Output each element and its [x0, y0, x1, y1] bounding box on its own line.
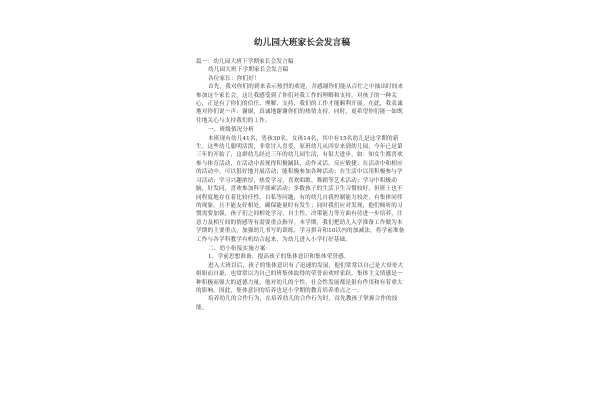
paragraph-cooperation: 培养幼儿的合作行为，在培养幼儿的合作行为时，首先教孩子掌握合作的技能。 — [196, 296, 398, 311]
document-body — [196, 38, 408, 312]
subtitle: 幼儿园大班下学期家长会发言稿 — [208, 67, 289, 74]
chapter-heading: 篇一：幼儿园大班下学期家长会发言稿 — [196, 59, 294, 65]
section-heading-class-analysis: 一、班级情况分析 — [208, 127, 254, 134]
paragraph-collective-awareness: 进入大班以后，孩子的集体意识有了迅速的发展，他们常常以自己是大哥哥大姐姐而自豪，也常常以为自己的班集体取得的荣誉而欢呼雀跃。集体主义情感是一种积极而强大的道德力量，他对幼儿的个性，社会性发展都是很有作用和有着重大的影响。因此，集体意识的培养也是小学期的教育培养重点之一。 — [196, 262, 404, 294]
greeting: 各位家长：你们好！ — [208, 75, 260, 82]
paragraph-class-analysis: 本班现有幼儿41名，男孩30名，女孩14名，其中有15名幼儿是这学期的新生。这些幼儿聪明活泼，非常讨人喜爱，原班幼儿从四岁来到幼儿园，今年已是第三年的开始了，这群幼儿经过三年的幼儿园生活，有很大进步，如：知女生都喜欢参与体育活动，在活动中表现得积极踊跃，动作灵活，反应敏捷；在活动中和相应的活动中，可以很好地开展活动；能积极参加各种活动；在生活中以用积极参与学习活动；学习兴趣浓厚，热爱学习，喜欢唱歌、舞蹈等艺术活动；学习中积极动脑，好发问，喜欢参加科学探索活动；多数孩子的生活卫生习惯较好，但班上也不同程度地存在着比较任性、自私等问题，有的幼儿自我控制能力较差，有集体同伴的现象。且不能友好相处，确保能量时有发生；同时我们应对发现，他们倾听的习惯需要加强。孩子们之间相处学习，自主性，决策能力等方面有待进一步培养，注意力及相互间的情感等有需要重点指导。本学期，我们把幼儿入学准备工作做为本学期的主要重点，加强幼儿书写的训练，学习拼音和10以内的加减法，将学前准备工作与各学科教学有机结合起来，为幼儿进入小学打好基础。 — [196, 135, 405, 243]
document-title: 幼儿园大班家长会发言稿 — [253, 38, 351, 48]
section-heading-transition-plan: 二、幼小衔接实施方案： — [208, 245, 272, 252]
paragraph-intro: 首先，我对你们的到来表示热烈的欢迎，并感谢你们能从百忙之中抽出时间来参加这个家长会。这让我感受到了你们对我工作的理解和支持，对孩子的一种关心，正是有了你们的信任、理解、支持，我们的工作才能顺利开展。在此，我表诚地对你们说一声：谢谢，真诚地谢谢你们的热情支持。同时，更希望你们能一如既往地关心与支持我们的工作。 — [196, 84, 404, 124]
list-item-ideological-preparation: 1、学前思想准备，提高孩子的集体意识和集体荣誉感。 — [208, 254, 350, 261]
